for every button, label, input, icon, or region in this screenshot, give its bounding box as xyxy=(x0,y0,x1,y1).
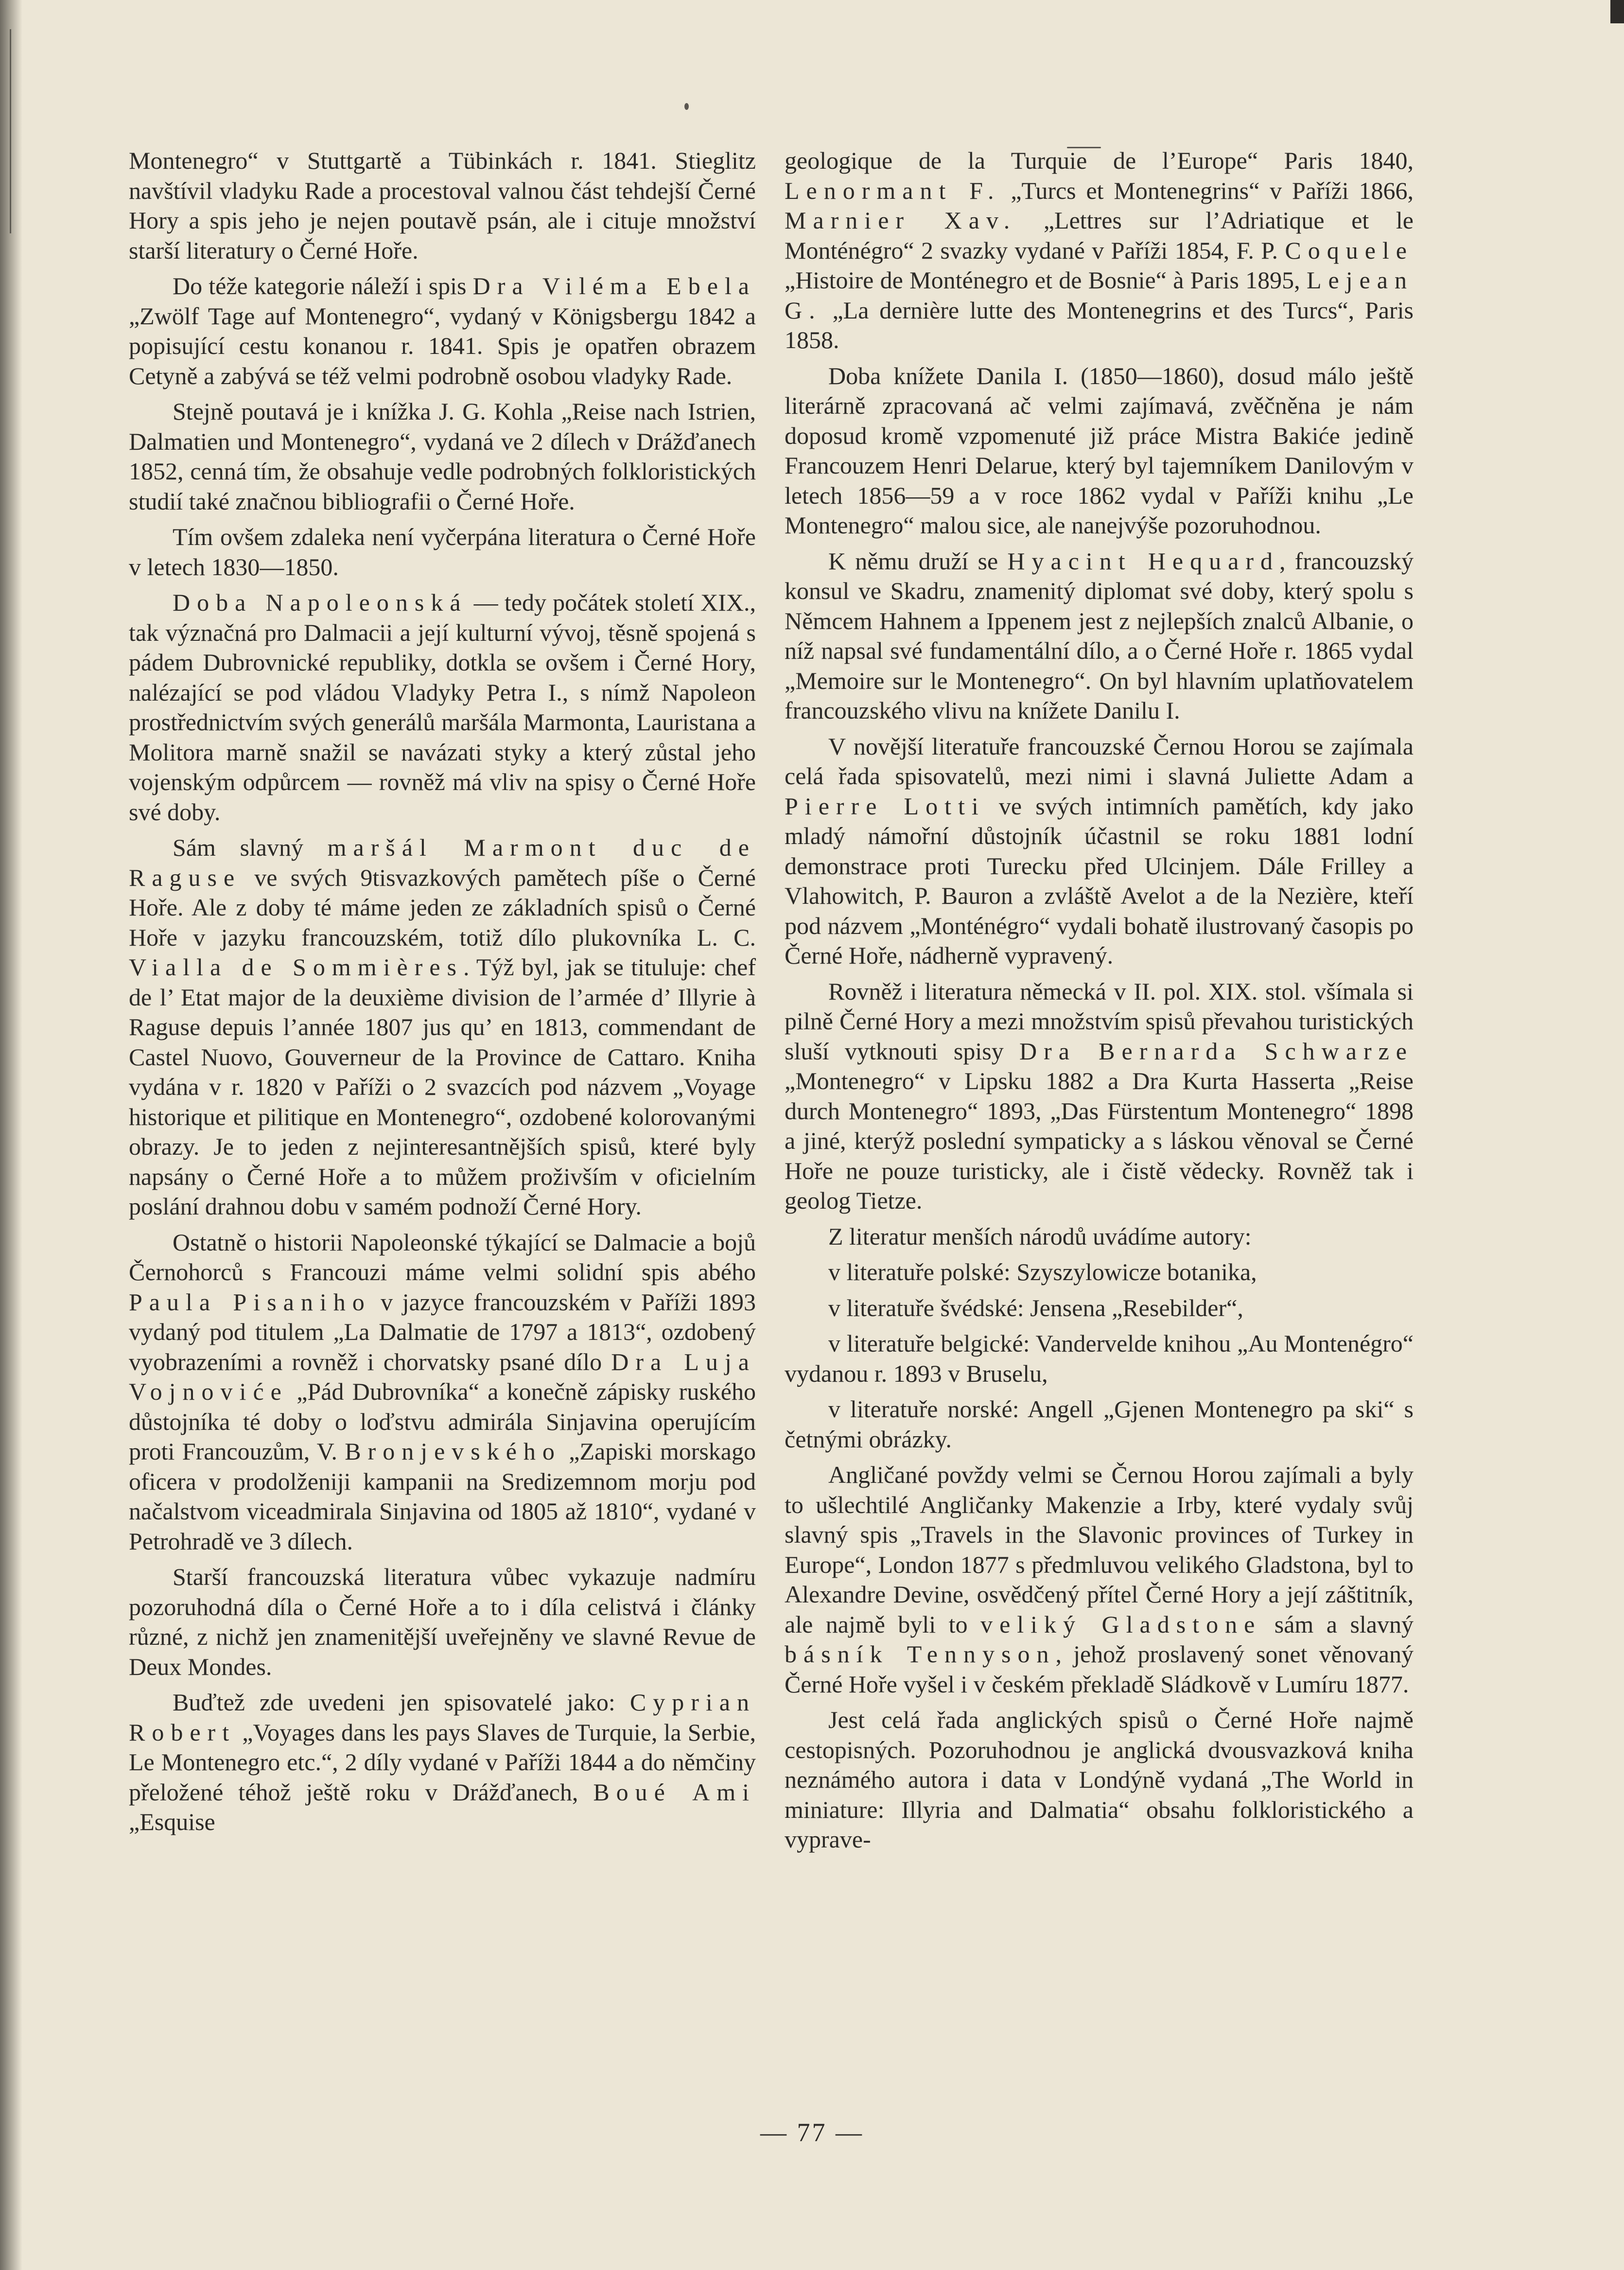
paragraph-norwegian: v literatuře norské: Angell „Gjenen Montenegro pa ski“ s četnými obrázky. xyxy=(785,1395,1414,1453)
page-corner-mark xyxy=(1610,0,1624,23)
page-number: — 77 — xyxy=(760,2118,864,2147)
paragraph-ebel: Do téže kategorie náleží i spis Dra Viléma Ebela „Zwölf Tage auf Montenegro“, vydaný v Königsbergu 1842 a popisující cestu konanou r. 1841. Spis je opatřen obrazem Cetyně a zabývá se též velmi podrobně osobou vladyky Rade. xyxy=(129,272,756,389)
paragraph-english: Angličané povždy velmi se Černou Horou zajímali a byly to ušlechtilé Angličanky Makenzie a Irby, které vydaly svůj slavný spis „Travels in the Slavonic provinces of Turkey in Europe“, London 1877 s předmluvou velikého Gladstona, byl to Alexandre Devine, osvědčený přítel Černé Hory a její záštitník, ale najmě byli to veliký Gladstone sám a slavný básník Tennyson, jehož proslavený sonet věnovaný Černé Hoře vyšel i v českém překladě Sládkově v Lumíru 1877. xyxy=(785,1461,1414,1698)
paragraph-cyprian-robert: Buďtež zde uvedeni jen spisovatelé jako: Cyprian Robert „Voyages dans les pays Slaves de Turquie, la Serbie, Le Montenegro etc.“, 2 díly vydané v Paříži 1844 a do němčiny přeložené téhož ještě roku v Drážďanech, Boué Ami „Esquise xyxy=(129,1689,756,1835)
paragraph-stieglitz: Montenegro“ v Stuttgartě a Tübinkách r. 1841. Stieglitz navštívil vladyku Rade a procestoval valnou část tehdejší Černé Hory a spis jeho je nejen poutavě psán, ale i cituje množství starší literatury o Černé Hoře. xyxy=(129,147,756,264)
left-text-column xyxy=(129,146,756,1843)
paragraph-hequard: K němu druží se Hyacint Hequard, francouzský konsul ve Skadru, znamenitý diplomat své doby, který spolu s Němcem Hahnem a Ippenem jest z nejlepších znalců Albanie, o níž napsal své fundamentální dílo, a o Černé Hoře r. 1865 vydal „Memoire sur le Montenegro“. On byl hlavním uplatňovatelem francouzského vlivu na knížete Danilu I. xyxy=(785,547,1414,724)
paragraph-english-travel: Jest celá řada anglických spisů o Černé Hoře najmě cestopisných. Pozoruhodnou je anglická dvousvazková kniha neznámého autora i data v Londýně vydaná „The World in miniature: Illyria and Dalmatia“ obsahu folkloristického a vyprave- xyxy=(785,1706,1414,1853)
paragraph-french-authors: geologique de la Turquie de l’Europe“ Paris 1840, Lenormant F. „Turcs et Montenegrins“ v Paříži 1866, Marnier Xav. „Lettres sur l’Adriatique et le Monténégro“ 2 svazky vydané v Paříži 1854, F. P. Coquele „Histoire de Monténegro et de Bosnie“ à Paris 1895, Lejean G. „La dernière lutte des Montenegrins et des Turcs“, Paris 1858. xyxy=(785,147,1414,353)
paragraph-marmont: Sám slavný maršál Marmont duc de Raguse ve svých 9tisvazkových pamětech píše o Černé Hoře. Ale z doby té máme jeden ze základních spisů o Černé Hoře v jazyku francouzském, totiž dílo plukovníka L. C. Vialla de Sommières. Týž byl, jak se tituluje: chef de l’ Etat major de la deuxième division de l’armée d’ Illyrie à Raguse depuis l’année 1807 jus qu’ en 1813, commendant de Castel Nuovo, Gouverneur de la Province de Cattaro. Kniha vydána v r. 1820 v Paříži o 2 svazcích pod názvem „Voyage historique et pilitique en Montenegro“, ozdobené kolorovanými obrazy. Je to jeden z nejinteresantnějších spisů, které byly napsány o Černé Hoře a to můžem proživším v oficielním poslání drahnou dobu v samém podnoží Černé Hory. xyxy=(129,834,756,1220)
paragraph-literature-1830-1850: Tím ovšem zdaleka není vyčerpána literatura o Černé Hoře v letech 1830—1850. xyxy=(129,523,756,581)
paragraph-belgian: v literatuře belgické: Vandervelde knihou „Au Montenégro“ vydanou r. 1893 v Bruselu, xyxy=(785,1330,1414,1387)
paragraph-newer-french: V novější literatuře francouzské Černou Horou se zajímala celá řada spisovatelů, mezi nimi i slavná Juliette Adam a Pierre Lotti ve svých intimních pamětích, kdy jako mladý námořní důstojník účastnil se roku 1881 lodní demonstrace proti Turecku před Ulcinjem. Dále Frilley a Vlahowitch, P. Bauron a zvláště Avelot a de la Nezière, kteří pod názvem „Monténégro“ vydali bohatě ilustrovaný časopis po Černé Hoře, nádherně vypravený. xyxy=(785,732,1414,969)
page-fold-line xyxy=(10,29,11,233)
paragraph-pisani: Ostatně o historii Napoleonské týkající se Dalmacie a bojů Černohorců s Francouzi máme velmi solidní spis abého Paula Pisaniho v jazyce francouzském v Paříži 1893 vydaný pod titulem „La Dalmatie de 1797 a 1813“, ozdobený vyobrazeními a rovněž i chorvatsky psané dílo Dra Luja Vojnoviće „Pád Dubrovníka“ a konečně zápisky ruského důstojníka té doby o loďstvu admirála Sinjavina operujícím proti Francouzům, V. Bronjevského „Zapiski morskago oficera v prodolženiji kampanii na Sredizemnom morju pod načalstvom viceadmirala Sinjavina od 1805 až 1810“, vydané v Petrohradě ve 3 dílech. xyxy=(129,1228,756,1555)
paragraph-napoleonic-era: Doba Napoleonská — tedy počátek století XIX., tak význačná pro Dalmacii a její kulturní vývoj, těsně spojená s pádem Dubrovnické republiky, dotkla se ovšem i Černé Hory, nalézající se pod vládou Vladyky Petra I., s nímž Napoleon prostřednictvím svých generálů maršála Marmonta, Lauristana a Molitora marně snažil se navázati styky a který zůstal jeho vojenským odpůrcem — rovněž má vliv na spisy o Černé Hoře své doby. xyxy=(129,589,756,826)
paragraph-danilo: Doba knížete Danila I. (1850—1860), dosud málo ještě literárně zpracovaná ač velmi zajímavá, zvěčněna je nám doposud kromě vzpomenuté již práce Mistra Bakiće jedině Francouzem Henri Delarue, který byl tajemníkem Danilovým v letech 1856—59 a v roce 1862 vydal v Paříži knihu „Le Montenegro“ malou sice, ale nanejvýše pozoruhodnou. xyxy=(785,362,1414,539)
paragraph-german-literature: Rovněž i literatura německá v II. pol. XIX. stol. všímala si pilně Černé Hory a mezi množstvím spisů převahou turistických sluší vytknouti spisy Dra Bernarda Schwarze „Montenegro“ v Lipsku 1882 a Dra Kurta Hasserta „Reise durch Montenegro“ 1893, „Das Fürstentum Montenegro“ 1898 a jiné, kterýž poslední sympaticky a s láskou věnoval se Černé Hoře ne pouze turisticky, ale i čistě vědecky. Rovněž tak i geolog Tietze. xyxy=(785,977,1414,1214)
paragraph-smaller-nations: Z literatur menších národů uvádíme autory: xyxy=(828,1222,1252,1250)
paragraph-kohl: Stejně poutavá je i knížka J. G. Kohla „Reise nach Istrien, Dalmatien und Montenegro“, vydaná ve 2 dílech v Drážďanech 1852, cenná tím, že obsahuje vedle podrobných folkloristických studií také značnou bibliografii o Černé Hoře. xyxy=(129,398,756,515)
paragraph-swedish: v literatuře švédské: Jensena „Resebilder“, xyxy=(828,1294,1243,1321)
paragraph-polish: v literatuře polské: Szyszylowicze botanika, xyxy=(828,1258,1257,1285)
right-text-column xyxy=(785,146,1414,1861)
ink-speck xyxy=(684,103,689,110)
binding-shadow xyxy=(0,0,22,2270)
paragraph-french-literature: Starší francouzská literatura vůbec vykazuje nadmíru pozoruhodná díla o Černé Hoře a to i díla celistvá i články různé, z nichž jen znamenitější uveřejněny ve slavné Revue de Deux Mondes. xyxy=(129,1563,756,1680)
